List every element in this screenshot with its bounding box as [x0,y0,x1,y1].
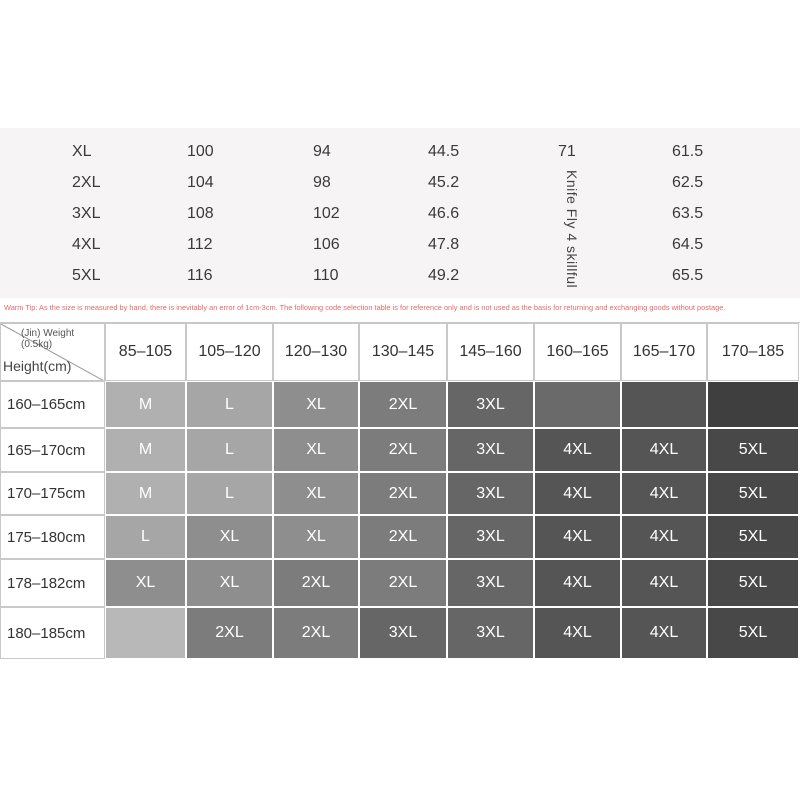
size-recommendation-cell: M [105,428,186,472]
size-measurement-cell: 104 [187,174,214,191]
size-measurement-cell: 64.5 [672,236,704,253]
weight-range-header: 160–165 [534,323,621,381]
height-range-label: 178–182cm [0,559,105,607]
size-recommendation-cell: 2XL [359,428,447,472]
size-measurement-cell: 63.5 [672,205,704,222]
size-recommendation-cell: XL [273,472,359,515]
size-recommendation-cell: 3XL [447,472,534,515]
size-recommendation-cell: 2XL [273,607,359,659]
weight-range-header: 105–120 [186,323,273,381]
weight-range-header: 120–130 [273,323,359,381]
size-recommendation-cell: L [105,515,186,559]
size-measurement-cell: 46.6 [428,205,460,222]
size-recommendation-cell: XL [105,559,186,607]
size-recommendation-cell: 4XL [534,428,621,472]
size-measurement-cell: 62.5 [672,174,704,191]
weight-range-header: 170–185 [707,323,799,381]
size-measurement-cell: 45.2 [428,174,460,191]
size-recommendation-cell: 5XL [707,515,799,559]
size-recommendation-cell: 4XL [534,559,621,607]
size-recommendation-cell: 2XL [273,559,359,607]
size-measurement-cell: 112 [187,236,213,253]
size-recommendation-cell: 3XL [359,607,447,659]
size-measurement-row [0,233,800,257]
size-recommendation-cell: XL [273,428,359,472]
table-corner-header [0,323,105,381]
size-recommendation-cell: 4XL [534,472,621,515]
size-recommendation-cell: 5XL [707,559,799,607]
size-measurement-cell: 44.5 [428,143,460,160]
vertical-note: Knife Fly 4 skillful [564,170,580,289]
size-recommendation-cell: 5XL [707,607,799,659]
size-measurement-cell: 106 [313,236,340,253]
size-recommendation-cell [621,381,707,428]
size-recommendation-cell: 2XL [359,515,447,559]
size-measurement-row [0,202,800,226]
size-measurement-row [0,264,800,288]
size-recommendation-cell: 4XL [621,515,707,559]
size-measurement-cell: 100 [187,143,214,160]
size-measurement-row [0,171,800,195]
size-recommendation-cell: L [186,428,273,472]
size-recommendation-cell: 4XL [621,559,707,607]
size-measurement-cell: 61.5 [672,143,704,160]
size-measurement-cell: 3XL [72,205,101,222]
size-recommendation-cell: 2XL [359,559,447,607]
size-measurement-cell: 49.2 [428,267,460,284]
size-recommendation-cell: 3XL [447,607,534,659]
size-recommendation-cell: M [105,381,186,428]
size-recommendation-cell: 5XL [707,428,799,472]
size-recommendation-cell: L [186,381,273,428]
height-range-label: 160–165cm [0,381,105,428]
size-recommendation-cell: XL [273,381,359,428]
weight-range-header: 130–145 [359,323,447,381]
size-recommendation-cell: 2XL [359,472,447,515]
size-recommendation-cell [105,607,186,659]
warm-tip-text: Warm Tip: As the size is measured by hand, there is inevitably an error of 1cm-3cm. The following code selection table is for reference only and is not used as the basis for returning and exchanging goods without postage. [4,303,726,312]
weight-range-header: 85–105 [105,323,186,381]
height-range-label: 170–175cm [0,472,105,515]
size-recommendation-cell [534,381,621,428]
size-recommendation-cell: 4XL [621,428,707,472]
height-axis-label: Height(cm) [3,358,72,374]
size-recommendation-cell: XL [273,515,359,559]
size-recommendation-cell: L [186,472,273,515]
size-measurement-cell: XL [72,143,92,160]
size-recommendation-cell: 3XL [447,381,534,428]
size-recommendation-cell: 3XL [447,559,534,607]
size-recommendation-cell: 2XL [359,381,447,428]
size-recommendation-cell: 4XL [621,607,707,659]
size-recommendation-cell: XL [186,515,273,559]
size-recommendation-cell: M [105,472,186,515]
size-recommendation-cell: 4XL [534,515,621,559]
size-recommendation-cell: 4XL [534,607,621,659]
size-measurement-cell: 2XL [72,174,101,191]
height-range-label: 165–170cm [0,428,105,472]
size-measurement-cell: 71 [558,143,576,160]
size-recommendation-cell: 3XL [447,428,534,472]
size-recommendation-cell: 4XL [621,472,707,515]
height-range-label: 175–180cm [0,515,105,559]
size-measurement-cell: 5XL [72,267,101,284]
size-recommendation-cell: 2XL [186,607,273,659]
size-selection-table [0,322,800,659]
size-recommendation-cell [707,381,799,428]
size-measurement-cell: 98 [313,174,331,191]
size-measurement-cell: 94 [313,143,331,160]
height-range-label: 180–185cm [0,607,105,659]
size-recommendation-cell: 3XL [447,515,534,559]
weight-range-header: 145–160 [447,323,534,381]
size-measurement-cell: 4XL [72,236,101,253]
size-measurement-cell: 65.5 [672,267,704,284]
weight-range-header: 165–170 [621,323,707,381]
size-measurement-row [0,140,800,164]
size-measurement-cell: 108 [187,205,214,222]
size-measurement-cell: 110 [313,267,339,284]
size-measurement-cell: 102 [313,205,340,222]
weight-axis-label: (Jin) Weight (0.5kg) [21,328,75,350]
size-recommendation-cell: XL [186,559,273,607]
size-measurement-cell: 47.8 [428,236,460,253]
size-recommendation-cell: 5XL [707,472,799,515]
size-measurement-cell: 116 [187,267,213,284]
